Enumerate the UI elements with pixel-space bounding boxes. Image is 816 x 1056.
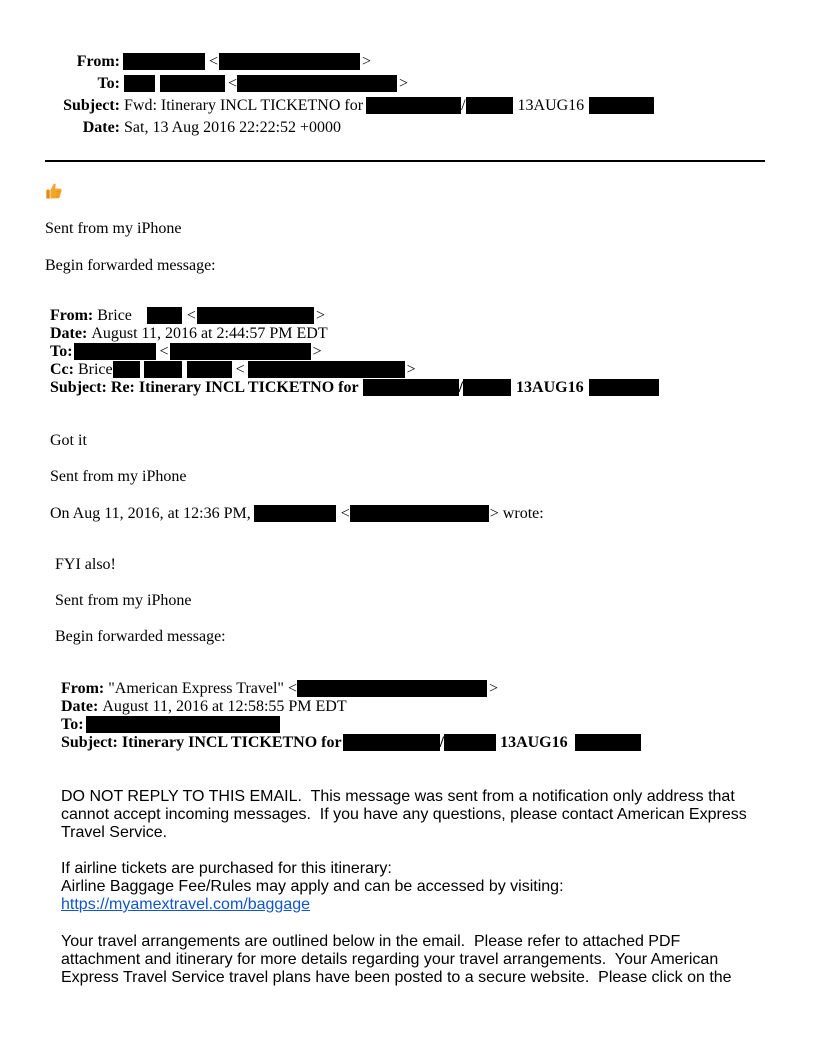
thumbs-up-icon xyxy=(45,182,63,200)
redaction-box xyxy=(160,75,225,92)
message-signature: Sent from my iPhone xyxy=(45,220,182,237)
fwd1-body: Got it xyxy=(50,432,87,449)
redaction-box xyxy=(343,734,440,751)
date-label: Date: xyxy=(50,325,88,342)
arrangements-line: attachment and itinerary for more details regarding your travel arrangements. Your American xyxy=(61,951,719,968)
subject-text: Re: Itinerary INCL TICKETNO for xyxy=(110,379,359,396)
subject-slash: / xyxy=(439,734,445,751)
email-open-bracket: < xyxy=(159,343,169,360)
subject-label: Subject: xyxy=(63,97,120,114)
redaction-box xyxy=(170,343,311,360)
subject-date-code: 13AUG16 xyxy=(516,379,584,396)
date-label: Date: xyxy=(61,698,99,715)
redaction-box xyxy=(363,379,459,396)
fwd2-from-line xyxy=(61,680,498,698)
fwd1-to-line xyxy=(50,343,322,361)
redaction-box xyxy=(74,343,156,360)
subject-text: Fwd: Itinerary INCL TICKETNO for xyxy=(124,97,364,114)
email-open-bracket: < xyxy=(340,505,350,522)
fwd1-date-line xyxy=(50,325,328,343)
redaction-box xyxy=(86,716,280,733)
redaction-box xyxy=(463,379,511,396)
redaction-box xyxy=(248,361,405,378)
from-label: From: xyxy=(50,307,94,324)
cc-name: Brice xyxy=(77,361,113,378)
fwd1-signature: Sent from my iPhone xyxy=(50,468,187,485)
baggage-line: Airline Baggage Fee/Rules may apply and can be accessed by visiting: xyxy=(61,878,564,895)
email-close-bracket: > xyxy=(406,361,416,378)
email-open-bracket: < xyxy=(287,680,297,697)
email-close-bracket: > xyxy=(315,307,325,324)
date-value: Sat, 13 Aug 2016 22:22:52 +0000 xyxy=(124,119,342,136)
subject-text: Itinerary INCL TICKETNO for xyxy=(121,734,342,751)
baggage-line: If airline tickets are purchased for this itinerary: xyxy=(61,860,392,877)
to-label: To: xyxy=(61,716,84,733)
redaction-box xyxy=(366,97,461,114)
subject-date-code: 13AUG16 xyxy=(517,97,585,114)
redaction-box xyxy=(444,734,496,751)
email-close-bracket: > xyxy=(488,680,499,697)
outer-from-line xyxy=(40,53,371,71)
cc-label: Cc: xyxy=(50,361,74,378)
date-value: August 11, 2016 at 12:58:55 PM EDT xyxy=(102,698,347,715)
to-label: To: xyxy=(97,75,120,92)
from-label: From: xyxy=(61,680,105,697)
date-value: August 11, 2016 at 2:44:57 PM EDT xyxy=(91,325,328,342)
subject-label: Subject: xyxy=(50,379,107,396)
email-open-bracket: < xyxy=(186,307,196,324)
notice-line: DO NOT REPLY TO THIS EMAIL. This message was sent from a notification only address that xyxy=(61,788,735,805)
fwd2-subject-line xyxy=(61,734,641,752)
redaction-box xyxy=(123,53,205,70)
redaction-box xyxy=(147,307,182,324)
redaction-box xyxy=(589,97,654,114)
date-label: Date: xyxy=(82,119,120,136)
redaction-box xyxy=(350,505,489,522)
from-label: From: xyxy=(76,53,120,70)
email-close-bracket: > xyxy=(312,343,322,360)
redaction-box xyxy=(187,361,232,378)
redaction-box xyxy=(197,307,314,324)
email-open-bracket: < xyxy=(235,361,245,378)
quoted-forward-intro: Begin forwarded message: xyxy=(55,628,226,645)
quote-intro-wrote: > wrote: xyxy=(489,505,544,522)
fwd2-date-line xyxy=(61,698,347,716)
redaction-box xyxy=(219,53,360,70)
email-open-bracket: < xyxy=(209,53,219,70)
baggage-link-line xyxy=(61,896,310,914)
fwd1-subject-line xyxy=(50,379,659,397)
outer-date-line xyxy=(40,119,341,137)
fwd1-from-line xyxy=(50,307,325,325)
fwd2-to-line xyxy=(61,716,280,734)
thumbs-up-icon-graphic xyxy=(45,182,63,200)
redaction-box xyxy=(113,361,140,378)
notice-line: Travel Service. xyxy=(61,824,168,841)
fwd1-cc-line xyxy=(50,361,416,379)
outer-to-line xyxy=(40,75,408,93)
sender-name: "American Express Travel" xyxy=(108,680,284,697)
quoted-body: FYI also! xyxy=(55,556,116,573)
baggage-link[interactable]: https://myamextravel.com/baggage xyxy=(61,896,311,913)
email-close-bracket: > xyxy=(362,53,372,70)
subject-slash: / xyxy=(458,379,464,396)
redaction-box xyxy=(466,97,513,114)
redaction-box xyxy=(124,75,155,92)
outer-subject-line xyxy=(40,97,654,115)
redaction-box xyxy=(297,680,487,697)
forward-intro: Begin forwarded message: xyxy=(45,257,216,274)
sender-name: Brice xyxy=(97,307,132,324)
redaction-box xyxy=(144,361,182,378)
redaction-box xyxy=(237,75,397,92)
redaction-box xyxy=(575,734,641,751)
quote-intro-text: On Aug 11, 2016, at 12:36 PM, xyxy=(50,505,251,522)
arrangements-line: Express Travel Service travel plans have been posted to a secure website. Please click on the xyxy=(61,969,732,986)
subject-date-code: 13AUG16 xyxy=(500,734,568,751)
arrangements-line: Your travel arrangements are outlined below in the email. Please refer to attached PDF xyxy=(61,933,681,950)
quote-intro-line xyxy=(50,505,544,523)
quoted-signature: Sent from my iPhone xyxy=(55,592,192,609)
redaction-box xyxy=(589,379,659,396)
to-label: To: xyxy=(50,343,73,360)
notice-line: cannot accept incoming messages. If you have any questions, please contact American Express xyxy=(61,806,747,823)
header-divider xyxy=(45,160,765,162)
subject-slash: / xyxy=(461,97,466,114)
subject-label: Subject: xyxy=(61,734,118,751)
email-open-bracket: < xyxy=(228,75,238,92)
redaction-box xyxy=(254,505,336,522)
email-close-bracket: > xyxy=(399,75,409,92)
